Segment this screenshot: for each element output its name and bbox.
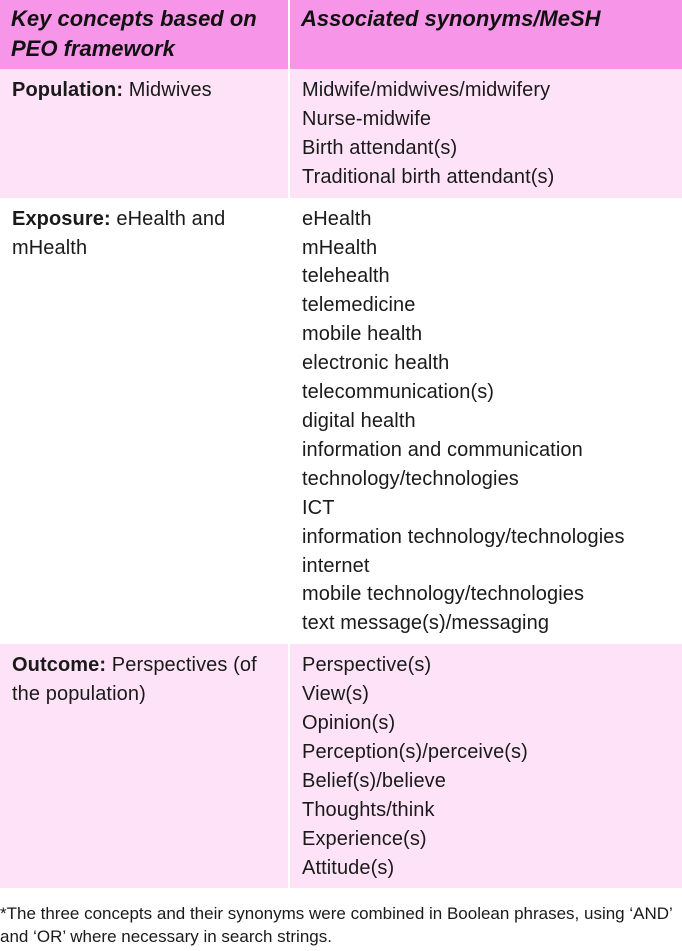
synonym-item: telemedicine <box>302 294 416 317</box>
synonym-item: digital health <box>302 409 416 432</box>
concept-cell <box>0 644 289 888</box>
synonym-item: eHealth <box>302 207 372 230</box>
concept-value: Midwives <box>123 79 212 101</box>
table-header-row <box>0 0 682 69</box>
concept-cell <box>0 69 289 198</box>
synonym-item: text message(s)/messaging <box>302 612 550 635</box>
concept-value: eHealth and mHealth <box>12 207 226 259</box>
synonym-item: Thoughts/think <box>302 798 435 821</box>
concept-label: Outcome: <box>12 654 107 677</box>
synonym-item: mHealth <box>302 236 378 259</box>
synonym-item: mobile health <box>302 323 423 346</box>
synonym-item: Belief(s)/believe <box>302 769 446 792</box>
table-row-outcome <box>0 644 682 888</box>
synonym-item: Birth attendant(s) <box>302 136 458 159</box>
concept-label: Population: <box>12 79 124 101</box>
synonym-item: electronic health <box>302 352 450 375</box>
synonyms-cell <box>289 644 682 888</box>
synonym-item: Attitude(s) <box>302 856 395 879</box>
synonym-item: ICT <box>302 496 335 519</box>
table-row-exposure <box>0 198 682 645</box>
concept-label: Exposure: <box>12 207 111 230</box>
synonym-item: Experience(s) <box>302 827 427 850</box>
table-row-population <box>0 69 682 198</box>
synonym-item: information and communication <box>302 438 583 461</box>
header-synonyms: Associated synonyms/MeSH <box>289 0 682 69</box>
synonym-item: Opinion(s) <box>302 712 396 735</box>
concept-cell <box>0 198 289 645</box>
synonym-item: internet <box>302 554 370 577</box>
synonym-item: Perspective(s) <box>302 654 432 677</box>
synonyms-cell <box>289 69 682 198</box>
synonym-item: information technology/technologies <box>302 525 625 548</box>
synonym-item: Perception(s)/perceive(s) <box>302 740 528 763</box>
synonym-item: telehealth <box>302 265 390 288</box>
synonym-item: Midwife/midwives/midwifery <box>302 79 551 101</box>
synonym-item: telecommunication(s) <box>302 381 495 404</box>
synonym-item: View(s) <box>302 683 370 706</box>
table-footnote: *The three concepts and their synonyms were combined in Boolean phrases, using ‘AND’ and ‘OR’ where necessary in search strings. <box>0 904 673 947</box>
header-key-concepts: Key concepts based on PEO framework <box>0 0 289 69</box>
concept-value: Perspectives (of the population) <box>12 654 257 706</box>
synonym-item: Traditional birth attendant(s) <box>302 165 555 188</box>
synonyms-cell <box>289 198 682 645</box>
synonym-item: technology/technologies <box>302 467 519 490</box>
synonym-item: Nurse-midwife <box>302 107 432 130</box>
synonym-item: mobile technology/technologies <box>302 583 585 606</box>
